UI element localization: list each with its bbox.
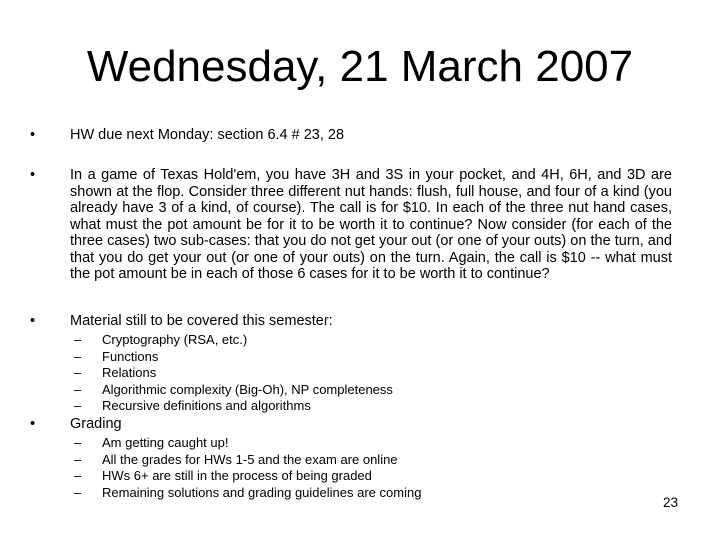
bullet-text: Grading (70, 416, 122, 432)
sub-item-text: Am getting caught up! (102, 435, 229, 450)
dash-icon: – (74, 381, 82, 397)
sub-item-text: Remaining solutions and grading guidelines are coming (102, 484, 422, 500)
sub-item-text: HWs 6+ are still in the process of being graded (102, 468, 372, 483)
dash-icon: – (74, 484, 82, 500)
bullet-icon: • (30, 313, 36, 329)
sub-item-text: Algorithmic complexity (Big-Oh), NP completeness (102, 381, 393, 397)
dash-icon: – (74, 435, 82, 450)
dash-icon: – (74, 332, 82, 347)
dash-icon: – (74, 468, 82, 483)
dash-icon: – (74, 451, 82, 467)
bullet-text: In a game of Texas Hold'em, you have 3H and 3S in your pocket, and 4H, 6H, and 3D are shown at the flop. Consider three different nut hands: flush, full house, and four of a kind (you already have 3 of a kind, of course). The call is for $10. In each of the three nut hand cases, what must the pot amount be for it to be worth it to continue? Now consider (for each of the three cases) two sub-cases: that you do not get your out (or one of your outs) on the turn, and that you do get your out (or one of your outs) on the turn. Again, the call is $10 -- what must the pot amount be in each of those 6 cases for it to be worth it to continue? (70, 167, 672, 282)
sub-item-text: Relations (102, 365, 157, 380)
dash-icon: – (74, 398, 82, 413)
sub-item-text: All the grades for HWs 1-5 and the exam are online (102, 451, 398, 467)
bullet-icon: • (30, 167, 36, 183)
bullet-icon: • (30, 416, 36, 432)
bullet-icon: • (30, 127, 36, 143)
sub-item-text: Recursive definitions and algorithms (102, 398, 311, 413)
page-number: 23 (662, 495, 678, 510)
dash-icon: – (74, 348, 82, 364)
bullet-text: HW due next Monday: section 6.4 # 23, 28 (70, 127, 345, 143)
slide-title: Wednesday, 21 March 2007 (86, 42, 634, 91)
bullet-text: Material still to be covered this semester: (70, 313, 333, 329)
sub-item-text: Cryptography (RSA, etc.) (102, 332, 248, 347)
sub-item-text: Functions (102, 348, 159, 364)
dash-icon: – (74, 365, 82, 380)
